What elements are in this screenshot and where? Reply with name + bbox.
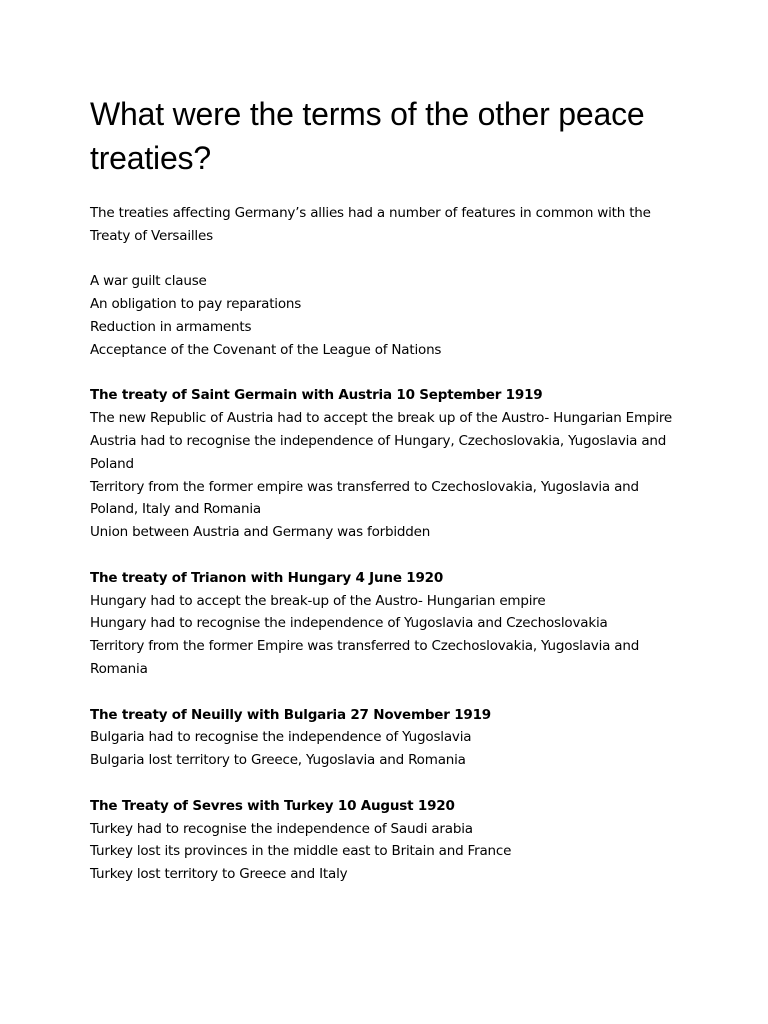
section-heading: The treaty of Saint Germain with Austria 10 September 1919 <box>90 387 543 404</box>
section-line: Austria had to recognise the independence of Hungary, Czechoslovakia, Yugoslavia and Poland <box>90 432 667 472</box>
section-line: Bulgaria had to recognise the independence of Yugoslavia <box>90 729 472 746</box>
treaty-section-trianon <box>90 567 690 681</box>
section-line: Hungary had to accept the break-up of the Austro- Hungarian empire <box>90 592 546 609</box>
section-line: Hungary had to recognise the independence of Yugoslavia and Czechoslovakia <box>90 615 608 632</box>
section-line: Turkey lost territory to Greece and Italy <box>90 866 348 883</box>
list-item: An obligation to pay reparations <box>90 296 302 313</box>
section-heading: The treaty of Trianon with Hungary 4 June 1920 <box>90 569 444 586</box>
page-title: What were the terms of the other peace treaties? <box>90 96 645 176</box>
section-heading: The treaty of Neuilly with Bulgaria 27 November 1919 <box>90 706 491 723</box>
section-heading: The Treaty of Sevres with Turkey 10 August 1920 <box>90 797 455 814</box>
list-item: Reduction in armaments <box>90 318 252 335</box>
document-body <box>90 202 690 886</box>
common-features-list <box>90 270 690 361</box>
treaty-section-neuilly <box>90 704 690 772</box>
section-line: Territory from the former empire was transferred to Czechoslovakia, Yugoslavia and Poland, Italy and Romania <box>90 478 639 518</box>
section-line: The new Republic of Austria had to accept the break up of the Austro- Hungarian Empire <box>90 410 673 427</box>
section-line: Turkey had to recognise the independence of Saudi arabia <box>90 820 473 837</box>
treaty-section-saint-germain <box>90 384 690 544</box>
spacer <box>90 544 690 567</box>
spacer <box>90 681 690 704</box>
list-item: Acceptance of the Covenant of the League of Nations <box>90 341 442 358</box>
spacer <box>90 362 690 385</box>
spacer <box>90 248 690 271</box>
section-line: Territory from the former Empire was transferred to Czechoslovakia, Yugoslavia and Romania <box>90 638 640 677</box>
section-line: Turkey lost its provinces in the middle east to Britain and France <box>90 843 512 860</box>
spacer <box>90 772 690 795</box>
section-line: Union between Austria and Germany was forbidden <box>90 524 431 541</box>
intro-paragraph: The treaties affecting Germany’s allies had a number of features in common with the Treaty of Versailles <box>90 205 651 244</box>
section-line: Bulgaria lost territory to Greece, Yugoslavia and Romania <box>90 752 466 769</box>
document-page <box>90 92 690 886</box>
list-item: A war guilt clause <box>90 273 207 290</box>
treaty-section-sevres <box>90 795 690 886</box>
